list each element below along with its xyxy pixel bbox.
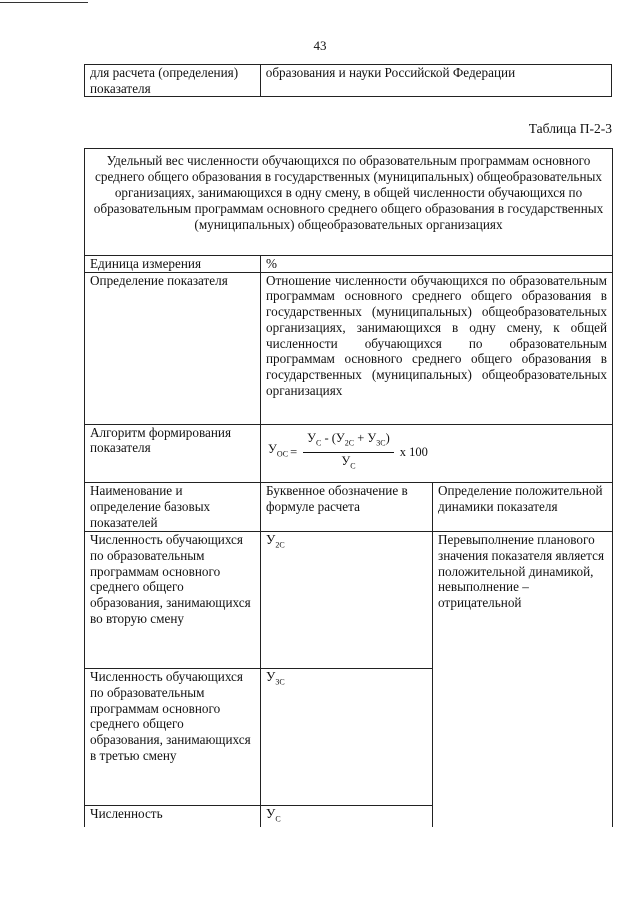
header-base-indicators: Наименование и определение базовых показателей [85,483,261,532]
header-symbol: Буквенное обозначение в формуле расчета [261,483,433,532]
indicator-table [84,148,613,827]
row-total-symbol: $У_С$ [261,806,433,828]
continuation-table [84,64,612,97]
row-third-shift-name: Численность обучающихся по образовательным программам основного среднего общего образования, занимающихся в третью смену [85,669,261,806]
definition-value: Отношение численности обучающихся по образовательным программам основного среднего общего образования в государственных (муниципальных) общеобразовательных организациях, занимающихся в одну смену, к общей численности обучающихся по образовательным программам основного среднего общего образования в государственных (муниципальных) общеобразовательных организациях [261,272,613,424]
dynamics-definition: Перевыполнение планового значения показателя является положительной динамикой, невыполнение – отрицательной [433,532,613,828]
row-second-shift-name: Численность обучающихся по образовательным программам основного среднего общего образования, занимающихся во вторую смену [85,532,261,669]
row-second-shift-symbol: $У_{2С}$ [261,532,433,669]
table-label: Таблица П-2-3 [528,121,612,136]
row-total-name: Численность [85,806,261,828]
continuation-left-cell: для расчета (определения) показателя [85,65,261,97]
formula-fraction [303,431,394,474]
algorithm-formula-cell [261,424,613,482]
unit-label: Единица измерения [85,256,261,273]
continuation-right-cell: образования и науки Российской Федерации [260,65,611,97]
row-third-shift-symbol: $У_{3С}$ [261,669,433,806]
page-number: 43 [313,38,327,53]
formula-denominator: $У_С$ [341,453,356,471]
definition-label: Определение показателя [85,272,261,424]
top-corner-line [0,2,88,3]
formula-numerator: $У_С - (У_{2С} + У_{3С})$ [303,431,394,453]
header-dynamics: Определение положительной динамики показателя [433,483,613,532]
formula [266,425,607,482]
formula-lhs: $У_{ОС}$ [268,442,289,459]
algorithm-label: Алгоритм формирования показателя [85,424,261,482]
formula-multiplier: х 100 [399,444,428,459]
formula-equals: = [290,444,298,459]
indicator-title: Удельный вес численности обучающихся по образовательным программам основного среднего общего образования в государственных (муниципальных) общеобразовательных организациях, занимающихся в одну смену, в общей численности обучающихся по образовательным программам основного среднего общего образования в государственных (муниципальных) общеобразовательных организациях [85,149,613,256]
unit-value: % [261,256,613,273]
